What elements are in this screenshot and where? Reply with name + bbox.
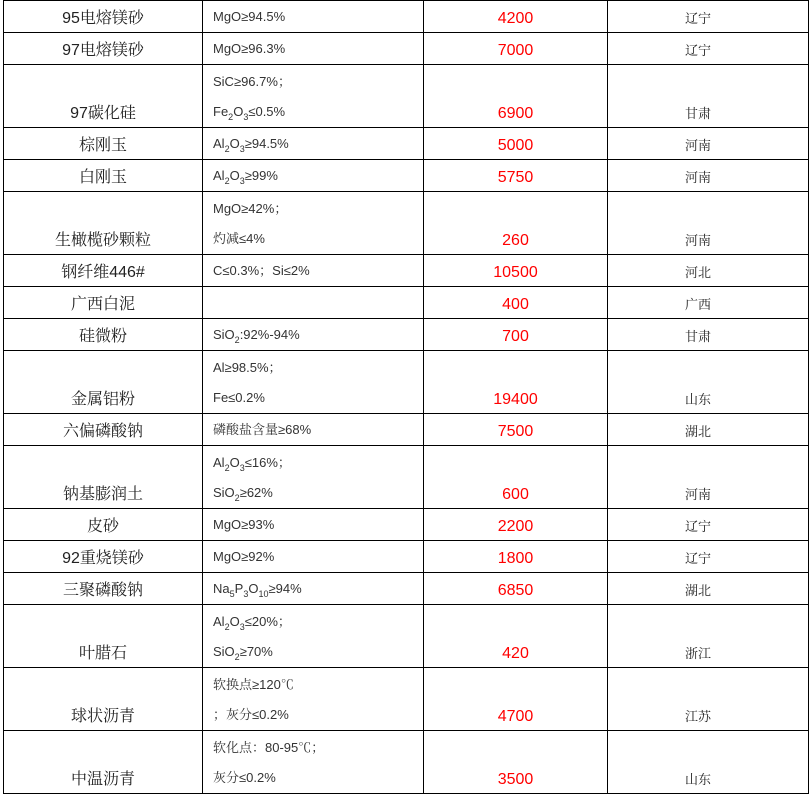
location-cell: 浙江 [608, 605, 809, 668]
material-name-cell: 广西白泥 [4, 287, 203, 319]
spec-text: MgO≥92% [213, 549, 275, 564]
table-row [4, 319, 809, 351]
price-cell: 10500 [424, 255, 608, 287]
spec-text: SiO [213, 327, 235, 342]
price-cell: 3500 [424, 731, 608, 794]
spec-subscript: 2 [234, 493, 240, 503]
table-row [4, 605, 809, 668]
material-name-cell: 六偏磷酸钠 [4, 414, 203, 446]
spec-subscript: 3 [239, 144, 245, 154]
price-cell: 400 [424, 287, 608, 319]
spec-text: 软换点≥120℃ [213, 677, 294, 692]
spec-text: Na [213, 581, 230, 596]
spec-subscript: 2 [224, 622, 230, 632]
location-cell: 甘肃 [608, 319, 809, 351]
spec-cell [203, 541, 424, 573]
spec-line [213, 542, 413, 572]
spec-subscript: 2 [234, 335, 240, 345]
spec-text: Fe [213, 104, 229, 119]
price-cell: 600 [424, 446, 608, 509]
price-cell: 5000 [424, 128, 608, 160]
spec-text: 灰分≤0.2% [213, 770, 276, 785]
location-cell: 湖北 [608, 573, 809, 605]
table-row [4, 192, 809, 255]
material-name-cell: 叶腊石 [4, 605, 203, 668]
location-cell: 辽宁 [608, 1, 809, 33]
spec-text: 软化点：80-95℃； [213, 740, 325, 755]
spec-line [213, 161, 413, 191]
spec-text: SiO [213, 485, 235, 500]
spec-text: :92%-94% [239, 327, 300, 342]
spec-cell [203, 605, 424, 668]
spec-text: ≥94.5% [244, 136, 289, 151]
spec-text: Al [213, 455, 225, 470]
spec-line [213, 193, 413, 224]
spec-text: MgO≥94.5% [213, 9, 286, 24]
spec-subscript: 2 [228, 112, 234, 122]
price-cell: 260 [424, 192, 608, 255]
spec-text: O [233, 104, 244, 119]
spec-line [213, 2, 413, 32]
material-name-cell: 棕刚玉 [4, 128, 203, 160]
material-name-cell: 金属铝粉 [4, 351, 203, 414]
location-cell: 山东 [608, 351, 809, 414]
table-row [4, 509, 809, 541]
spec-cell [203, 668, 424, 731]
location-cell: 河南 [608, 128, 809, 160]
spec-cell [203, 509, 424, 541]
spec-text: ≥62% [239, 485, 273, 500]
table-row [4, 541, 809, 573]
spec-line [213, 763, 413, 793]
spec-cell [203, 128, 424, 160]
material-name-cell: 92重烧镁砂 [4, 541, 203, 573]
price-cell: 7500 [424, 414, 608, 446]
spec-text: O [229, 168, 240, 183]
material-name-cell: 三聚磷酸钠 [4, 573, 203, 605]
price-cell: 6900 [424, 65, 608, 128]
table-row [4, 668, 809, 731]
price-cell: 1800 [424, 541, 608, 573]
material-name-cell: 钠基膨润土 [4, 446, 203, 509]
spec-text: Al [213, 136, 225, 151]
spec-line [213, 97, 413, 127]
table-row [4, 65, 809, 128]
spec-text: Fe≤0.2% [213, 390, 265, 405]
spec-line [213, 447, 413, 478]
spec-text: ≤16%； [244, 455, 291, 470]
spec-line [213, 352, 413, 383]
spec-subscript: 3 [239, 622, 245, 632]
spec-line [213, 256, 413, 286]
table-row [4, 351, 809, 414]
spec-cell [203, 731, 424, 794]
spec-line [213, 669, 413, 700]
location-cell: 甘肃 [608, 65, 809, 128]
spec-cell [203, 573, 424, 605]
location-cell: 河南 [608, 446, 809, 509]
table-row [4, 573, 809, 605]
price-cell: 700 [424, 319, 608, 351]
spec-line [213, 224, 413, 254]
price-table [3, 0, 809, 794]
spec-line [213, 288, 413, 318]
price-cell: 4200 [424, 1, 608, 33]
material-name-cell: 生橄榄砂颗粒 [4, 192, 203, 255]
spec-text: O [229, 455, 240, 470]
spec-text: 灼减≤4% [213, 231, 265, 246]
location-cell: 湖北 [608, 414, 809, 446]
location-cell: 江苏 [608, 668, 809, 731]
location-cell: 辽宁 [608, 541, 809, 573]
material-name-cell: 钢纤维446# [4, 255, 203, 287]
material-name-cell: 白刚玉 [4, 160, 203, 192]
spec-cell [203, 414, 424, 446]
spec-cell [203, 446, 424, 509]
spec-text: MgO≥96.3% [213, 41, 286, 56]
spec-text: MgO≥42%； [213, 201, 288, 216]
table-row [4, 287, 809, 319]
table-row [4, 1, 809, 33]
spec-line [213, 129, 413, 159]
spec-subscript: 3 [243, 112, 249, 122]
spec-text: SiO [213, 644, 235, 659]
spec-line [213, 574, 413, 604]
table-row [4, 160, 809, 192]
spec-cell [203, 1, 424, 33]
spec-line [213, 34, 413, 64]
spec-line [213, 66, 413, 97]
spec-text: P [234, 581, 244, 596]
spec-text: O [229, 614, 240, 629]
spec-cell [203, 160, 424, 192]
spec-subscript: 2 [224, 176, 230, 186]
spec-line [213, 510, 413, 540]
spec-line [213, 700, 413, 730]
table-row [4, 128, 809, 160]
price-cell: 7000 [424, 33, 608, 65]
location-cell: 山东 [608, 731, 809, 794]
price-cell: 4700 [424, 668, 608, 731]
spec-line [213, 320, 413, 350]
spec-text: O [248, 581, 259, 596]
table-row [4, 255, 809, 287]
spec-text: ≥94% [268, 581, 302, 596]
location-cell: 辽宁 [608, 33, 809, 65]
spec-line [213, 415, 413, 445]
spec-line [213, 732, 413, 763]
price-cell: 5750 [424, 160, 608, 192]
spec-text: C≤0.3%；Si≤2% [213, 263, 310, 278]
spec-line [213, 637, 413, 667]
spec-cell [203, 33, 424, 65]
location-cell: 河南 [608, 192, 809, 255]
location-cell: 河南 [608, 160, 809, 192]
table-row [4, 414, 809, 446]
spec-cell [203, 192, 424, 255]
spec-text: ≥70% [239, 644, 273, 659]
spec-text: MgO≥93% [213, 517, 275, 532]
material-name-cell: 97电熔镁砂 [4, 33, 203, 65]
material-name-cell: 中温沥青 [4, 731, 203, 794]
spec-cell [203, 255, 424, 287]
spec-text: ≥99% [244, 168, 278, 183]
price-table-body [4, 1, 809, 794]
spec-subscript: 3 [243, 589, 249, 599]
table-row [4, 731, 809, 794]
price-cell: 19400 [424, 351, 608, 414]
location-cell: 广西 [608, 287, 809, 319]
spec-text: ；灰分≤0.2% [213, 707, 289, 722]
spec-subscript: 3 [239, 463, 245, 473]
spec-cell [203, 319, 424, 351]
price-cell: 2200 [424, 509, 608, 541]
table-row [4, 33, 809, 65]
spec-subscript: 2 [224, 463, 230, 473]
material-name-cell: 97碳化硅 [4, 65, 203, 128]
location-cell: 河北 [608, 255, 809, 287]
material-name-cell: 皮砂 [4, 509, 203, 541]
spec-text: 磷酸盐含量≥68% [213, 422, 312, 437]
price-cell: 6850 [424, 573, 608, 605]
spec-line [213, 606, 413, 637]
spec-text: Al [213, 614, 225, 629]
table-row [4, 446, 809, 509]
spec-cell [203, 287, 424, 319]
spec-text: Al≥98.5%； [213, 360, 282, 375]
spec-subscript: 5 [229, 589, 235, 599]
location-cell: 辽宁 [608, 509, 809, 541]
spec-text: O [229, 136, 240, 151]
spec-cell [203, 351, 424, 414]
spec-cell [203, 65, 424, 128]
spec-text: Al [213, 168, 225, 183]
material-name-cell: 95电熔镁砂 [4, 1, 203, 33]
spec-text: SiC≥96.7%； [213, 74, 291, 89]
material-name-cell: 硅微粉 [4, 319, 203, 351]
spec-text: ≤0.5% [248, 104, 286, 119]
spec-subscript: 3 [239, 176, 245, 186]
material-name-cell: 球状沥青 [4, 668, 203, 731]
spec-subscript: 10 [258, 589, 269, 599]
spec-subscript: 2 [234, 652, 240, 662]
spec-subscript: 2 [224, 144, 230, 154]
spec-line [213, 383, 413, 413]
price-cell: 420 [424, 605, 608, 668]
spec-text: ≤20%； [244, 614, 291, 629]
spec-line [213, 478, 413, 508]
